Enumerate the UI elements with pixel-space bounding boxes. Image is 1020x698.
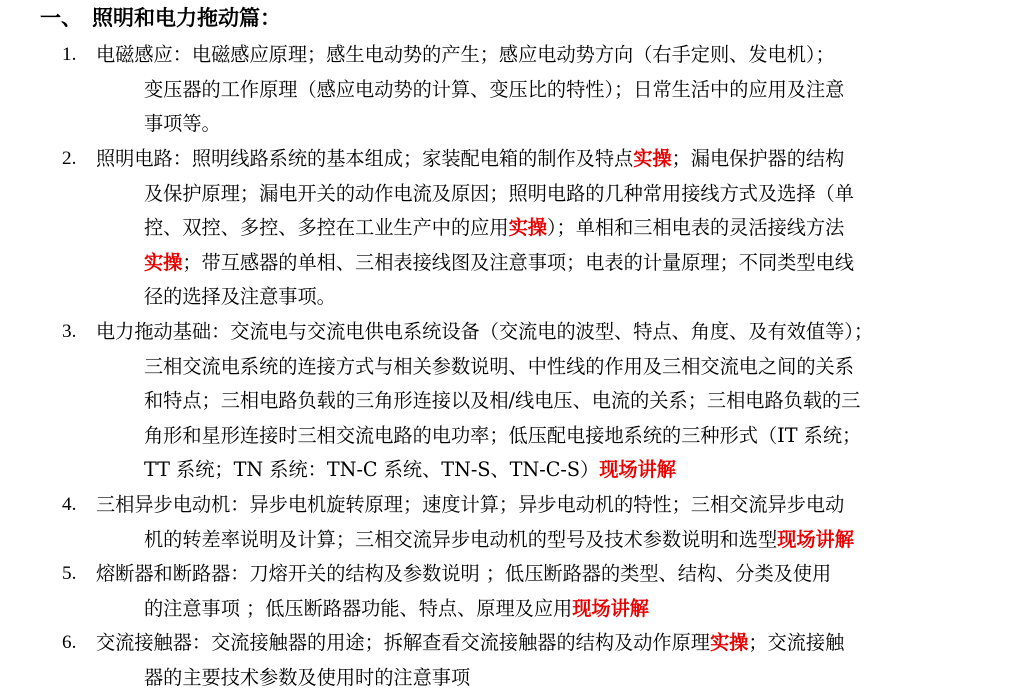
text-line [96, 453, 1018, 488]
text-line [96, 384, 1018, 419]
text-line [96, 142, 1018, 177]
text-segment: ；交流接触 [748, 631, 845, 654]
text-segment: 的注意事项 ；低压断路器功能、特点、原理及应用 [144, 596, 573, 620]
text-segment: TT 系统；TN 系统：TN-C 系统、TN-S、TN-C-S） [144, 458, 600, 482]
list-item-text [96, 626, 1018, 695]
list-item-number: 3. [62, 321, 77, 342]
text-segment: 熔断器和断路器：刀熔开关的结构及参数说明 ；低压断路器的类型、结构、分类及使用 [96, 562, 832, 585]
text-segment: 电磁感应：电磁感应原理；感生电动势的产生；感应电动势方向（右手定则、发电机）； [96, 43, 835, 66]
text-segment: ）；单相和三相电表的灵活接线方法 [546, 216, 845, 240]
list-item-number: 2. [62, 148, 77, 169]
list-item [62, 557, 1018, 626]
list-item-text [96, 38, 1018, 142]
text-segment: 器的主要技术参数及使用时的注意事项 [144, 665, 471, 689]
section-heading [40, 2, 281, 34]
text-segment: 径的选择及注意事项。 [144, 285, 336, 309]
text-line [96, 419, 1018, 454]
highlight-label: 实操 [144, 250, 183, 274]
list-item [62, 315, 1018, 488]
text-line [96, 523, 1018, 558]
text-line [96, 626, 1018, 661]
text-line [96, 107, 1018, 142]
text-segment: ；带互感器的单相、三相表接线图及注意事项；电表的计量原理；不同类型电线 [182, 250, 854, 274]
text-segment: ；漏电保护器的结构 [671, 147, 845, 170]
list-item-number: 6. [62, 632, 77, 653]
list-item [62, 142, 1018, 315]
text-line [96, 246, 1018, 281]
text-line [96, 177, 1018, 212]
text-line [96, 280, 1018, 315]
list-item-text [96, 557, 1018, 626]
list-item-number: 5. [62, 563, 77, 584]
text-segment: 事项等。 [144, 112, 221, 136]
list-item-text [96, 142, 1018, 315]
list-item-text [96, 488, 1018, 557]
text-segment: 照明电路：照明线路系统的基本组成；家装配电箱的制作及特点 [96, 147, 634, 170]
text-segment: 控、双控、多控、多控在工业生产中的应用 [144, 216, 509, 240]
text-line [96, 557, 1018, 592]
text-segment: 变压器的工作原理（感应电动势的计算、变压比的特性）；日常生活中的应用及注意 [144, 77, 845, 101]
text-line [96, 73, 1018, 108]
highlight-label: 实操 [633, 147, 672, 170]
section-title: 照明和电力拖动篇： [92, 5, 281, 30]
text-line [96, 592, 1018, 627]
highlight-label: 现场讲解 [777, 527, 854, 551]
list-item [62, 488, 1018, 557]
text-line [96, 488, 1018, 523]
text-segment: 及保护原理；漏电开关的动作电流及原因；照明电路的几种常用接线方式及选择（单 [144, 181, 854, 205]
list-item-number: 4. [62, 494, 77, 515]
text-line [96, 661, 1018, 696]
text-segment: 电力拖动基础：交流电与交流电供电系统设备（交流电的波型、特点、角度、及有效值等）； [96, 320, 874, 343]
text-segment: 三相交流电系统的连接方式与相关参数说明、中性线的作用及三相交流电之间的关系 [144, 354, 854, 378]
text-segment: 机的转差率说明及计算；三相交流异步电动机的型号及技术参数说明和选型 [144, 527, 778, 551]
list-item [62, 626, 1018, 695]
text-line [96, 38, 1018, 73]
text-segment: 三相异步电动机：异步电机旋转原理；速度计算；异步电动机的特性；三相交流异步电动 [96, 493, 845, 516]
section-number: 一、 [40, 5, 82, 30]
text-line [96, 315, 1018, 350]
text-segment: 交流接触器：交流接触器的用途；拆解查看交流接触器的结构及动作原理 [96, 631, 710, 654]
highlight-label: 现场讲解 [599, 458, 676, 482]
highlight-label: 实操 [508, 216, 547, 240]
list-item-number: 1. [62, 44, 77, 65]
list-item-text [96, 315, 1018, 488]
highlight-label: 实操 [710, 631, 749, 654]
highlight-label: 现场讲解 [572, 596, 649, 620]
list-item [62, 38, 1018, 142]
text-segment: 角形和星形连接时三相交流电路的电功率；低压配电接地系统的三种形式（IT 系统； [144, 423, 862, 447]
text-line [96, 350, 1018, 385]
text-line [96, 211, 1018, 246]
text-segment: 和特点；三相电路负载的三角形连接以及相/线电压、电流的关系；三相电路负载的三 [144, 389, 861, 413]
